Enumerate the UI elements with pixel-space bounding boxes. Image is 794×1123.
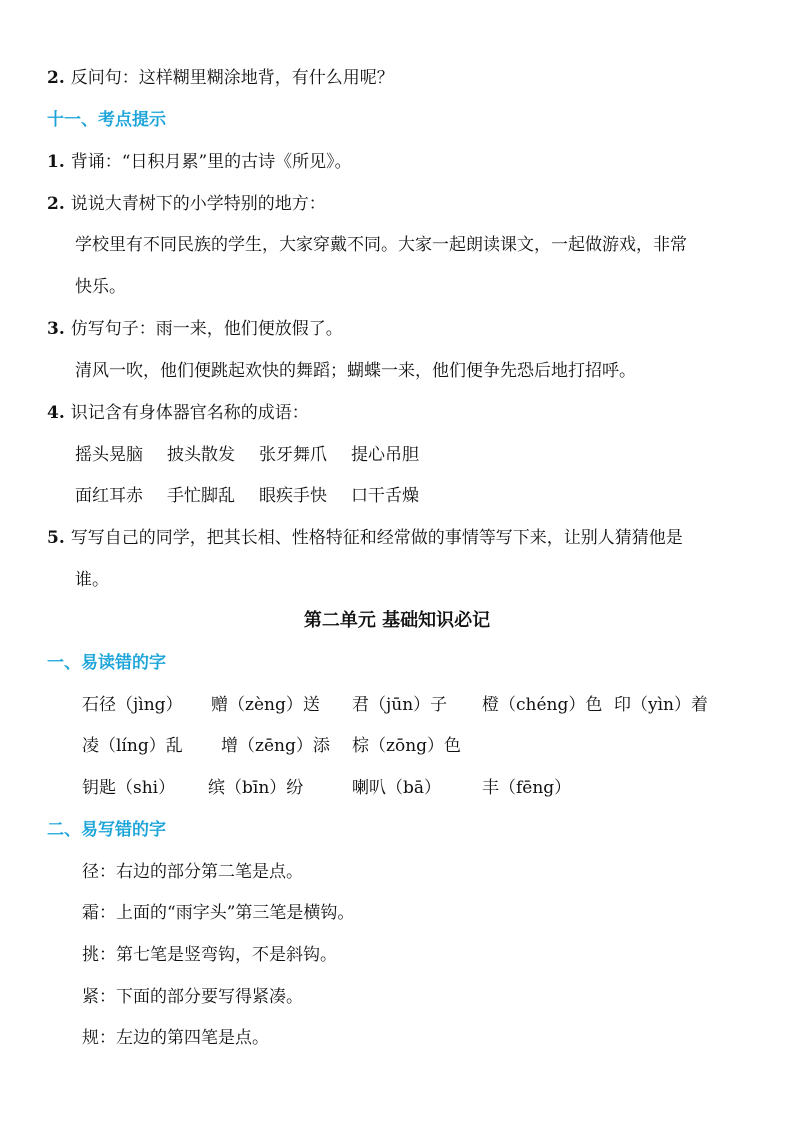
item-text: 仿写句子：雨一来，他们便放假了。 <box>70 319 343 339</box>
exam-tip-item-2 <box>0 189 794 219</box>
item-text: 写写自己的同学，把其长相、性格特征和经常做的事情等写下来，让别人猜猜他是 <box>70 528 683 548</box>
exam-tip-item-5-detail: 谁。 <box>75 570 109 590</box>
miswritten-item: 紧：下面的部分要写得紧凑。 <box>82 987 303 1007</box>
item-number: 4. <box>47 403 65 423</box>
pinyin-entry: 凌（líng）乱 <box>82 736 183 756</box>
idiom-row-2 <box>0 481 794 511</box>
idiom: 面红耳赤 <box>75 486 143 506</box>
pinyin-entry: 赠（zèng）送 <box>211 695 320 715</box>
exam-tip-item-5 <box>0 523 794 553</box>
idiom: 披头散发 <box>167 445 235 465</box>
idiom: 手忙脚乱 <box>167 486 235 506</box>
misread-row-2 <box>0 731 794 761</box>
exam-tip-item-2-detail-line1: 学校里有不同民族的学生，大家穿戴不同。大家一起朗读课文，一起做游戏，非常 <box>75 235 687 255</box>
exam-tip-item-1 <box>0 147 794 177</box>
exam-tip-item-2-detail-line2: 快乐。 <box>75 277 126 297</box>
section-heading-exam-tips: 十一、考点提示 <box>47 110 166 130</box>
exam-tip-item-3-detail: 清风一吹，他们便跳起欢快的舞蹈；蝴蝶一来，他们便争先恐后地打招呼。 <box>75 361 636 381</box>
miswritten-item: 径：右边的部分第二笔是点。 <box>82 862 303 882</box>
item-text: 识记含有身体器官名称的成语： <box>70 403 309 423</box>
item-text: 背诵：“日积月累”里的古诗《所见》。 <box>70 152 352 172</box>
idiom: 摇头晃脑 <box>75 445 143 465</box>
item-number: 2. <box>47 194 65 214</box>
section-heading-easily-miswritten: 二、易写错的字 <box>47 820 166 840</box>
miswritten-item: 挑：第七笔是竖弯钩，不是斜钩。 <box>82 945 337 965</box>
item-text: 说说大青树下的小学特别的地方： <box>70 194 326 214</box>
idiom: 提心吊胆 <box>351 445 419 465</box>
idiom: 眼疾手快 <box>259 486 327 506</box>
section-heading-easily-misread: 一、易读错的字 <box>47 653 166 673</box>
pinyin-entry: 喇叭（bā） <box>352 778 442 798</box>
item-number: 1. <box>47 152 65 172</box>
pinyin-entry: 钥匙（shi） <box>82 778 176 798</box>
pinyin-entry: 丰（fēng） <box>482 778 572 798</box>
miswritten-item: 霜：上面的“雨字头”第三笔是横钩。 <box>82 903 355 923</box>
idiom: 口干舌燥 <box>351 486 419 506</box>
idiom: 张牙舞爪 <box>259 445 327 465</box>
item-number: 3. <box>47 319 65 339</box>
item-text: 反问句：这样糊里糊涂地背，有什么用呢？ <box>70 68 394 88</box>
misread-row-1 <box>0 690 794 720</box>
unit-title: 第二单元 基础知识必记 <box>303 610 491 631</box>
item-number: 2. <box>47 68 65 88</box>
misread-row-3 <box>0 773 794 803</box>
pinyin-entry: 增（zēng）添 <box>221 736 330 756</box>
pinyin-entry: 缤（bīn）纷 <box>208 778 304 798</box>
rhetorical-question-item <box>0 63 794 93</box>
pinyin-entry: 石径（jìng） <box>82 695 183 715</box>
pinyin-entry: 印（yìn）着 <box>614 695 708 715</box>
pinyin-entry: 橙（chéng）色 <box>482 695 603 715</box>
idiom-row-1 <box>0 440 794 470</box>
miswritten-item: 规：左边的第四笔是点。 <box>82 1028 269 1048</box>
item-number: 5. <box>47 528 65 548</box>
pinyin-entry: 棕（zōng）色 <box>352 736 462 756</box>
pinyin-entry: 君（jūn）子 <box>352 695 448 715</box>
exam-tip-item-4 <box>0 398 794 428</box>
exam-tip-item-3 <box>0 314 794 344</box>
